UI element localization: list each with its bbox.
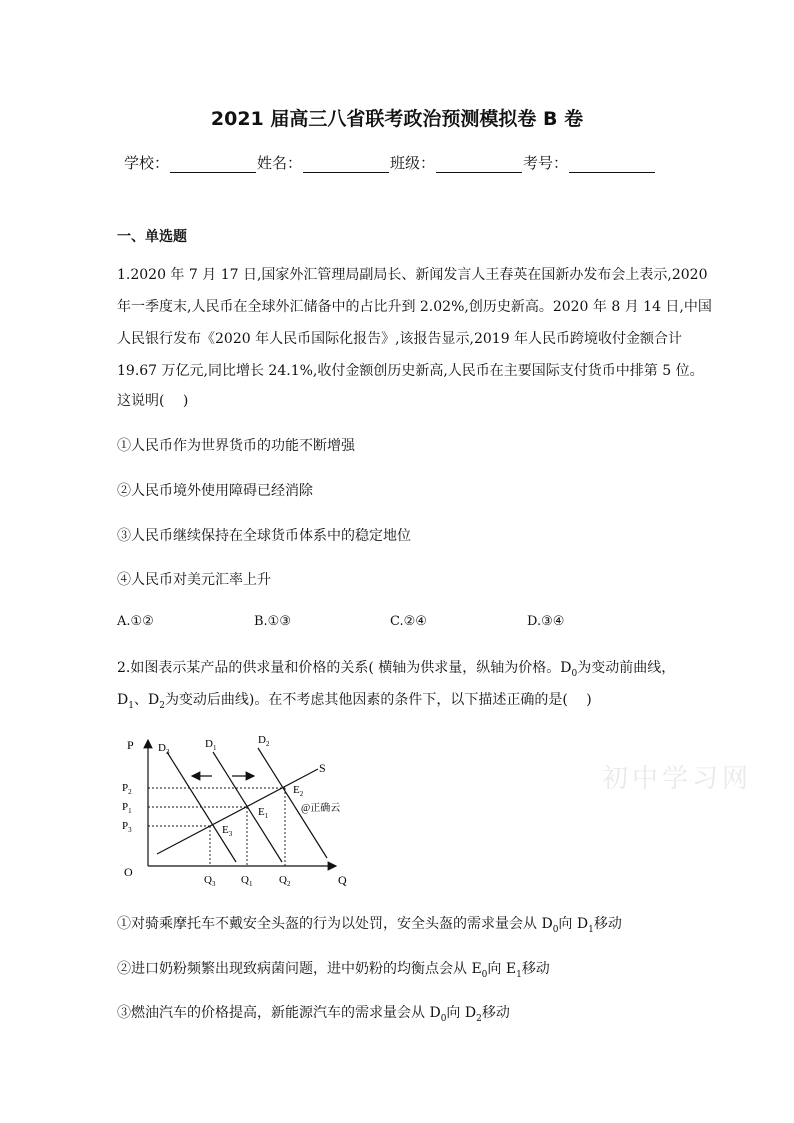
supply-label: S (319, 761, 326, 775)
q1-option-c[interactable]: C.②④ (390, 614, 427, 629)
p2-label: $P_2$ (122, 782, 132, 796)
q3-label: $Q_3$ (204, 874, 216, 888)
d1-label: $D_1$ (205, 738, 217, 752)
demand-curve-d1 (213, 752, 282, 862)
student-info-line (124, 152, 656, 173)
q1-item: ②人民币境外使用障碍已经消除 (117, 483, 313, 499)
q2-item: ①对骑乘摩托车不戴安全头盔的行为以处罚，安全头盔的需求量会从 $D_0$向 $D_1$移动 (117, 916, 622, 935)
q1-label: $Q_1$ (241, 874, 253, 888)
section-heading: 一、单选题 (117, 229, 187, 245)
guide-lines (148, 788, 285, 866)
q2-item: ②进口奶粉频繁出现致病菌问题，进中奶粉的均衡点会从 $E_0$向 $E_1$移动 (117, 961, 550, 980)
credit-label: @正确云 (301, 803, 341, 814)
q2-label: $Q_2$ (279, 874, 291, 888)
q1-line: 19.67 万亿元,同比增长 24.1%,收付金额创历史新高,人民币在主要国际支付货币中排第 5 位。 (117, 363, 704, 379)
supply-demand-diagram (110, 728, 360, 890)
e2-label: $E_2$ (293, 784, 304, 798)
e1-label: $E_1$ (258, 806, 269, 820)
school-blank[interactable] (170, 157, 256, 173)
watermark: 初中学习网 (602, 764, 753, 794)
q2-line: $D_1$、$D_2$为变动后曲线)。在不考虑其他因素的条件下，以下描述正确的是( ) (117, 692, 592, 711)
class-label: 班级： (390, 154, 436, 172)
q2-item: ③燃油汽车的价格提高，新能源汽车的需求量会从 $D_0$向 $D_2$移动 (117, 1005, 510, 1024)
school-label: 学校： (124, 154, 170, 172)
p3-label: $P_3$ (122, 820, 132, 834)
q1-option-d[interactable]: D.③④ (527, 614, 565, 629)
q1-line: 1.2020 年 7 月 17 日,国家外汇管理局副局长、新闻发言人王春英在国新办发布会上表示,2020 (117, 267, 708, 283)
q1-line: 人民银行发布《2020 年人民币国际化报告》,该报告显示,2019 年人民币跨境收付金额合计 (117, 331, 683, 347)
d3-label: $D_3$ (158, 742, 170, 756)
q1-item: ③人民币继续保持在全球货币体系中的稳定地位 (117, 528, 411, 544)
q1-line: 这说明( ) (117, 393, 189, 409)
name-label: 姓名： (257, 154, 303, 172)
class-blank[interactable] (436, 157, 522, 173)
page-title: 2021 届高三八省联考政治预测模拟卷 B 卷 (210, 108, 584, 130)
q-axis-label: Q (338, 873, 347, 887)
origin-label: O (124, 865, 133, 879)
exam-no-label: 考号： (523, 154, 569, 172)
q1-item: ①人民币作为世界货币的功能不断增强 (117, 438, 355, 454)
name-blank[interactable] (303, 157, 389, 173)
p-axis-label: P (127, 738, 134, 752)
e3-label: $E_3$ (222, 824, 233, 838)
p1-label: $P_1$ (122, 801, 132, 815)
supply-curve (157, 769, 318, 854)
q1-line: 年一季度末,人民币在全球外汇储备中的占比升到 2.02%,创历史新高。2020 年 8 月 14 日,中国 (117, 299, 712, 315)
q1-option-b[interactable]: B.①③ (254, 614, 291, 629)
d2-label: $D_2$ (258, 734, 270, 748)
q1-option-a[interactable]: A.①② (117, 614, 154, 629)
q1-item: ④人民币对美元汇率上升 (117, 572, 271, 588)
q2-line: 2.如图表示某产品的供求量和价格的关系( 横轴为供求量，纵轴为价格。$D_0$为变动前曲线， (117, 660, 676, 679)
exam-no-blank[interactable] (569, 157, 655, 173)
